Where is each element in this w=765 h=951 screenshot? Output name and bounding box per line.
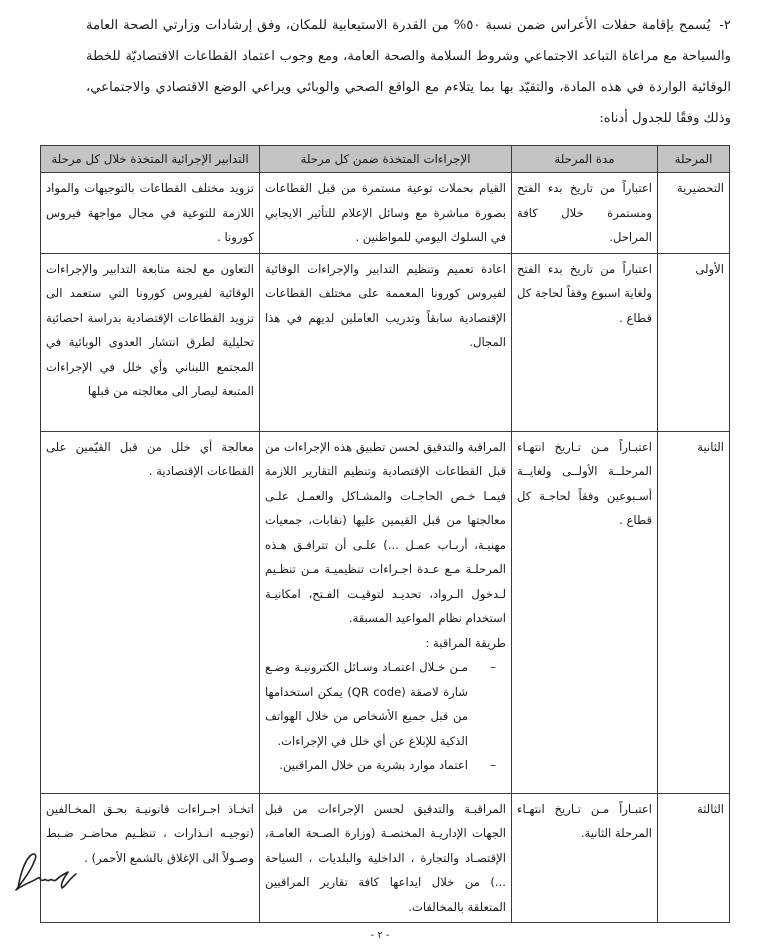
- duration-cell: اعتبـاراً مـن تـاريخ انتهـاء المرحلــة الأولــى ولغايــة أسـبوعين وفقاً لحاجـة كل قطاع .: [512, 431, 658, 793]
- duration-cell: اعتباراً من تاريخ بدء الفتح ولغاية اسبوع وفقاً لحاجة كل قطاع .: [512, 253, 658, 431]
- actions-cell: القيام بحملات توعية مستمرة من قبل القطاعات بصورة مباشرة مع وسائل الإعلام للتأثير الايجابي في السلوك اليومي للمواطنين .: [260, 173, 512, 254]
- header-actions: الإجراءات المتخذة ضمن كل مرحلة: [260, 146, 512, 173]
- page-number: - ٢ -: [370, 930, 390, 941]
- list-item: [265, 655, 496, 753]
- header-phase: المرحلة: [658, 146, 730, 173]
- actions-text: المراقبة والتدقيق لحسن تطبيق هذه الإجراءات من قبل القطاعات الإقتصادية وتنظيم التقارير اللازمة فيمـا خـص الحاجـات والمشـاكل والعمـل علـى معالجتها من قبل القيمين عليها (نقابات، جمعيات مهنيـة، أربـاب عمـل ...) علـى أن تترافـق هـذه المرحلـة مـع عـدة اجـراءات تنظيميـة مـن تنظـيم لـدخول الـرواد، تحديـد لتوقيـت الفـتح، امكانيـة استخدام نظام المواعيد المسبقة.: [265, 439, 506, 625]
- monitoring-method-title: طريقة المراقبة :: [425, 635, 506, 650]
- intro-paragraph: [86, 10, 731, 134]
- monitoring-method-list: [265, 655, 506, 778]
- actions-cell: اعادة تعميم وتنظيم التدابير والإجراءات الوقائية لفيروس كورونا المعممة على مختلف القطاعات الإقتصادية سابقاً وتدريب العاملين لديهم في هذا المجال.: [260, 253, 512, 431]
- item-number: ٢-: [719, 18, 731, 33]
- measures-cell: التعاون مع لجنة متابعة التدابير والإجراءات الوقائية لفيروس كورونا التي ستعمد الى تزويد القطاعات الإقتصادية بدراسة احصائية تحليلية لطرق انتشار العدوى الوبائية في المجتمع اللبناني وأي خلل في الإجراءات المتبعة ليصار الى معالجته من قبلها: [41, 253, 260, 431]
- dash-bullet-icon: –: [490, 758, 496, 772]
- table-header-row: [41, 146, 730, 173]
- measures-cell: معالجة أي خلل من قبل القيّمين على القطاعات الإقتصادية .: [41, 431, 260, 793]
- phases-table: [40, 145, 730, 923]
- table-row: [41, 793, 730, 923]
- list-item-text: اعتماد موارد بشرية من خلال المراقبين.: [279, 758, 468, 772]
- dash-bullet-icon: –: [490, 660, 496, 674]
- duration-cell: اعتباراً من تاريخ بدء الفتح ومستمرة خلال كافة المراحل.: [512, 173, 658, 254]
- measures-cell: اتخـاذ اجـراءات قانونيـة بحـق المخـالفين (توجيـه انـذارات ، تنظـيم محاضـر ضـبط وصـولاً الى الإغلاق بالشمع الأحمر) .: [41, 793, 260, 923]
- actions-cell: [260, 431, 512, 793]
- measures-cell: تزويد مختلف القطاعات بالتوجيهات والمواد اللازمة للتوعية في مجال مواجهة فيروس كورونا .: [41, 173, 260, 254]
- actions-cell: المراقبـة والتدقيق لحسن الإجراءات من قبل الجهات الإداريـة المختصـة (وزارة الصـحة العامـة، الإقتصـاد والتجارة ، الداخلية والبلديات ، السياحة ...) من خلال ايداعها كافة تقارير المراقبين المتعلقة بالمخالفات.: [260, 793, 512, 923]
- list-item: [265, 753, 496, 778]
- header-duration: مدة المرحلة: [512, 146, 658, 173]
- table-row: [41, 431, 730, 793]
- phase-cell: الثانية: [658, 431, 730, 793]
- header-measures: التدابير الإجرائية المتخذة خلال كل مرحلة: [41, 146, 260, 173]
- list-item-text: مـن خـلال اعتمـاد وسـائل الكترونيـة وضـع شارة لاصقة (QR code) يمكن استخدامها من قبل جميع الأشخاص من خلال الهواتف الذكية للإبلاغ عن أي خلل في الإجراءات.: [265, 660, 468, 748]
- handwritten-signature: [12, 848, 82, 894]
- table-row: [41, 173, 730, 254]
- table-row: [41, 253, 730, 431]
- phase-cell: الثالثة: [658, 793, 730, 923]
- intro-text: يُسمح بإقامة حفلات الأعراس ضمن نسبة ٥٠% من القدرة الاستيعابية للمكان، وفق إرشادات وزارتي الصحة العامة والسياحة مع مراعاة التباعد الاجتماعي وشروط السلامة والصحة العامة، ومع وجوب اعتماد القطاعات الاقتصاديّة للخطة الوقائية الواردة في هذه المادة، والتقيّد بها بما يتلاءم مع الواقع الصحي والوبائي ويراعي الوضع الاقتصادي والاجتماعي، وذلك وفقًا للجدول أدناه:: [86, 18, 731, 126]
- phase-cell: الأولى: [658, 253, 730, 431]
- phase-cell: التحضيرية: [658, 173, 730, 254]
- duration-cell: اعتبـاراً مـن تـاريخ انتهـاء المرحلة الثانية.: [512, 793, 658, 923]
